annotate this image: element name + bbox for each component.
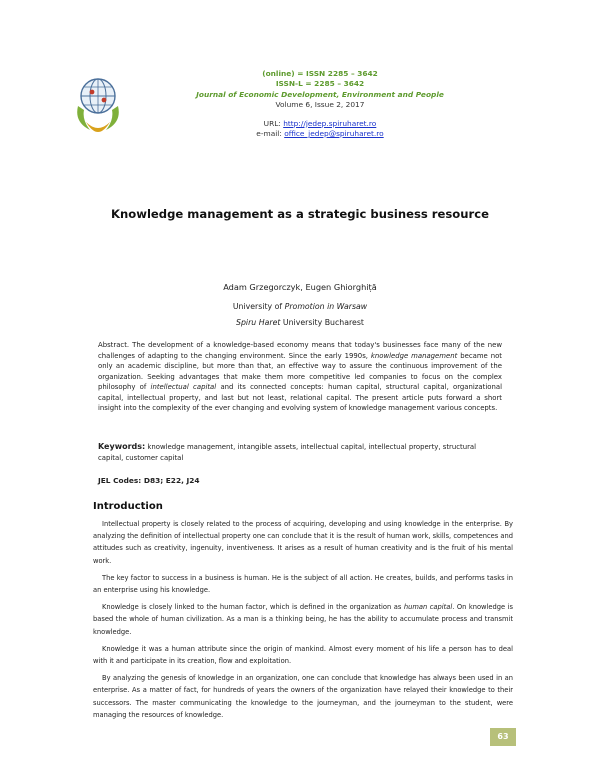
affiliation-2-text: University Bucharest [280, 318, 364, 327]
paragraph-3-text-b: . On knowledge is based the whole of human civilization. As a man is a thinking being, he has the ability to accumulate process and transmit knowledge. [93, 603, 513, 636]
affiliation-1-italic: Promotion in Warsaw [284, 302, 368, 311]
abstract-italic-1: knowledge management [370, 351, 458, 360]
url-line [170, 119, 470, 129]
paragraph-3 [93, 601, 513, 638]
abstract [98, 340, 502, 414]
paragraph-2: The key factor to success in a business is human. He is the subject of all action. He creates, builds, and performs tasks in an enterprise using his knowledge. [93, 573, 513, 595]
paragraph-3-text-a: Knowledge is closely linked to the human factor, which is defined in the organization as [102, 603, 404, 612]
email-line [170, 129, 470, 139]
affiliation-2-italic: Spiru Haret [236, 318, 281, 327]
abstract-italic-2: intellectual capital [150, 383, 217, 391]
paper-title: Knowledge management as a strategic business resource [111, 207, 489, 221]
abstract-text-2: became not only an academic discipline, but more than that, an effective way to assure the continuous improvement of the organization. Seeking advantages that make them more competitive led companies to focus on the complex philosophy of [98, 351, 502, 391]
email-link[interactable]: office_jedep@spiruharet.ro [284, 129, 384, 139]
affiliation-1-text: University of [232, 302, 285, 311]
paragraph-3-italic: human capital [403, 603, 453, 612]
section-heading-introduction: Introduction [93, 501, 163, 512]
page-number-badge: 63 [490, 728, 516, 746]
jel-codes: JEL Codes: D83; E22, J24 [98, 476, 200, 485]
affiliation-2 [0, 318, 600, 327]
volume-issue: Volume 6, Issue 2, 2017 [275, 100, 365, 110]
journal-logo-icon [72, 72, 124, 138]
journal-url-link[interactable]: http://jedep.spiruharet.ro [283, 118, 377, 128]
keywords-label: Keywords: [98, 442, 146, 451]
journal-name: Journal of Economic Development, Environment and People [196, 89, 444, 99]
affiliation-1 [0, 302, 600, 311]
journal-header [170, 69, 470, 139]
introduction-body [93, 518, 513, 726]
abstract-text-1: Abstract. The development of a knowledge-based economy means that today's businesses face many of the new challenges of adapting to the changing environment. Since the early 1990s, [98, 341, 502, 360]
paragraph-4: Knowledge it was a human attribute since the origin of mankind. Almost every moment of his life a person has to deal with it and participate in its creation, flow and exploitation. [93, 644, 513, 666]
paragraph-5: By analyzing the genesis of knowledge in an organization, one can conclude that knowledge has always been used in an enterprise. As a matter of fact, for hundreds of years the owners of the organization have relayed their knowledge to their successors. The master communicating the knowledge to the journeyman, and the journeyman to the student, were managing the resources of knowledge. [93, 674, 513, 719]
email-label: e-mail: [256, 129, 285, 139]
paragraph-1: Intellectual property is closely related to the process of acquiring, developing and using knowledge in the enterprise. By analyzing the definition of intellectual property one can conclude that it is the result of human work, skills, competences and attitudes such as creativity, ingenuity, inventiveness. It arises as a result of human creativity and is the fruit of his mental work. [93, 520, 513, 565]
abstract-text-3: and its connected concepts: human capital, structural capital, organizational capital, intellectual property, and last but not least, relational capital. The present article puts forward a short insight into the complexity of the ever changing and evolving system of knowledge management various concepts. [98, 383, 502, 412]
url-label: URL: [263, 118, 284, 128]
issn-l: ISSN-L = 2285 – 3642 [275, 79, 365, 89]
keywords [98, 442, 502, 463]
keywords-text: knowledge management, intangible assets, intellectual capital, intellectual property, structural capital, customer capital [98, 443, 477, 462]
authors: Adam Grzegorczyk, Eugen Ghiorghiță [223, 282, 377, 292]
issn-online: (online) = ISSN 2285 – 3642 [262, 69, 378, 78]
